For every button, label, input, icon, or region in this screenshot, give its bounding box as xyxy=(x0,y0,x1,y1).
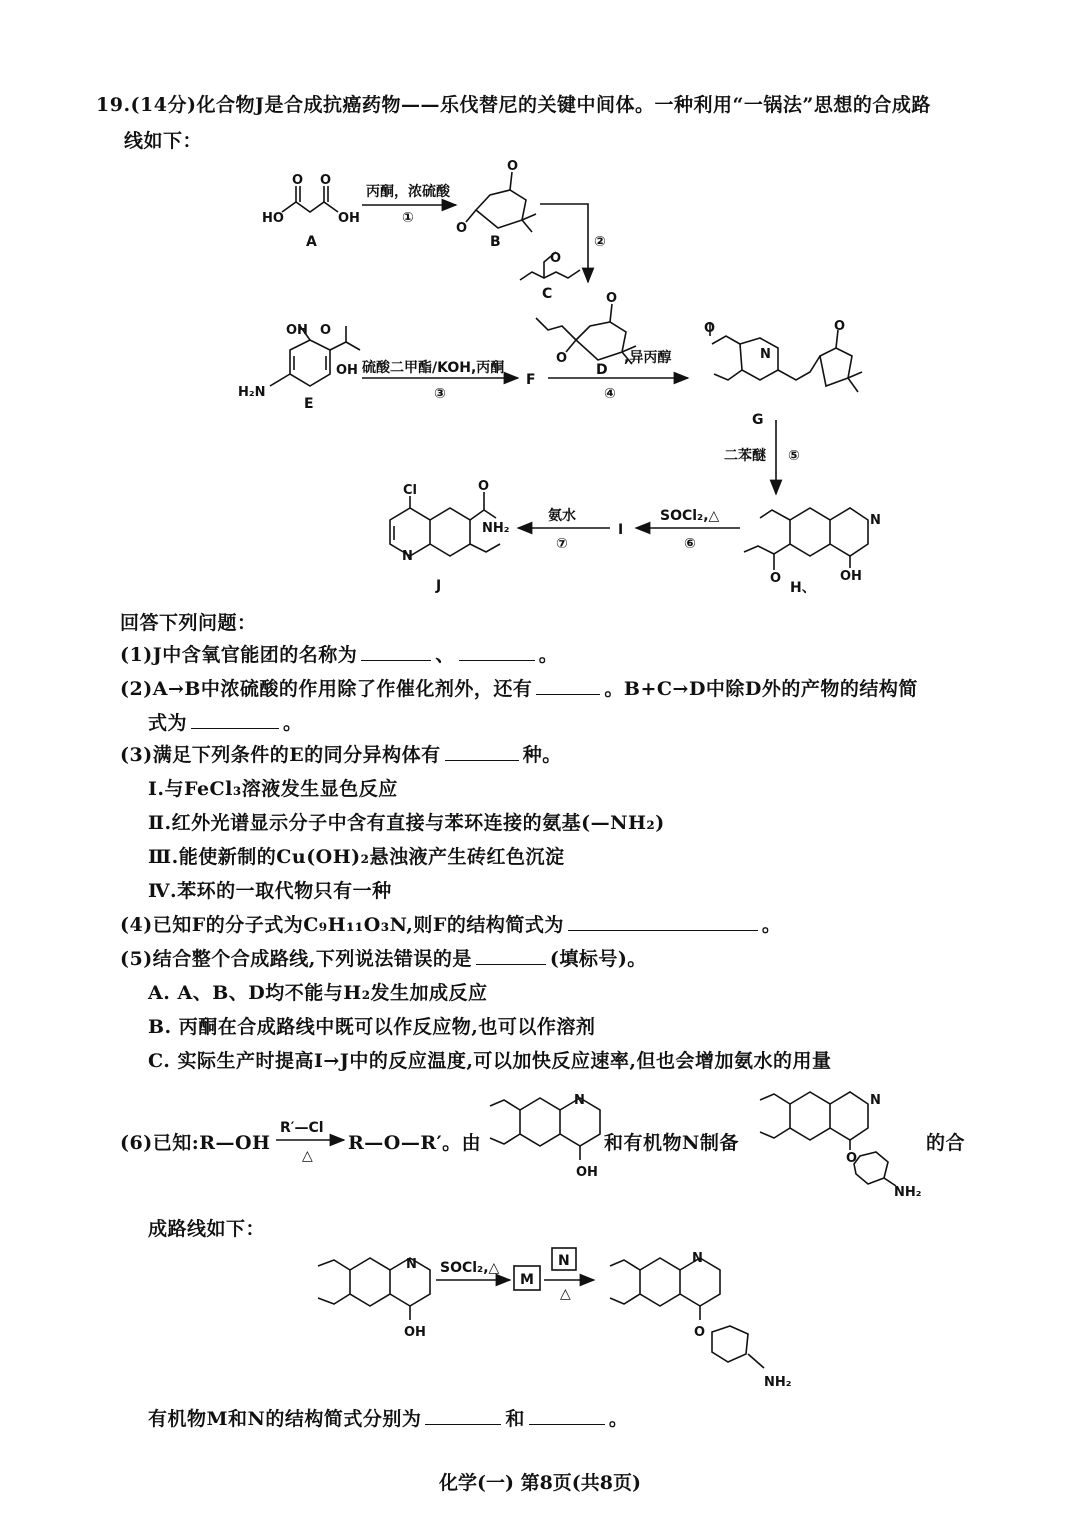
atom-g-o: O xyxy=(704,321,716,336)
atom-d-o-left: O xyxy=(556,351,568,366)
compound-d-structure xyxy=(536,304,636,364)
questions-intro: 回答下列问题： xyxy=(120,612,257,634)
compound-b-structure xyxy=(466,172,536,232)
label-j: J xyxy=(436,578,442,594)
step5-reagent: 二苯醚 xyxy=(724,448,766,464)
step4-number: ④ xyxy=(604,386,616,402)
label-h: H、 xyxy=(790,580,816,596)
answer-blank[interactable] xyxy=(459,659,535,661)
answer-blank[interactable] xyxy=(445,759,519,761)
route-delta: △ xyxy=(560,1286,571,1302)
atom-j-o: O xyxy=(478,479,490,494)
route-product-n: N xyxy=(692,1251,703,1266)
route-start-n: N xyxy=(406,1257,417,1272)
step6-reagent: SOCl₂,△ xyxy=(660,508,720,524)
q6-start-n: N xyxy=(574,1093,585,1108)
question-title-line2: 线如下： xyxy=(124,130,203,152)
question-6-final: 有机物M和N的结构简式分别为 和 。 xyxy=(148,1408,629,1430)
q6-target-nh2: NH₂ xyxy=(894,1185,922,1200)
answer-blank[interactable] xyxy=(361,659,431,661)
label-d: D xyxy=(596,362,608,378)
step4-reagent: ,异丙醇 xyxy=(624,350,672,366)
question-6-formula: R—O—R′。由 xyxy=(348,1132,482,1154)
atom-a-o2: O xyxy=(320,173,332,188)
label-b: B xyxy=(490,234,501,250)
question-6-suffix: 的合 xyxy=(926,1132,966,1154)
atom-j-nh2: NH₂ xyxy=(482,521,510,536)
question-3: (3)满足下列条件的E的同分异构体有 种。 xyxy=(120,744,562,766)
atom-e-o: O xyxy=(320,323,332,338)
question-title-line1: 19.(14分)化合物J是合成抗癌药物——乐伐替尼的关键中间体。一种利用“一锅法”思想的合成路 xyxy=(96,94,931,116)
label-e: E xyxy=(304,396,314,412)
question-6-middle: 和有机物N制备 xyxy=(604,1132,739,1154)
step7-reagent: 氨水 xyxy=(548,508,576,524)
label-a: A xyxy=(306,234,317,250)
atom-h-n: N xyxy=(870,513,881,528)
atom-g-o-top: O xyxy=(834,319,846,334)
q6-start-oh: OH xyxy=(576,1165,598,1180)
question-4: (4)已知F的分子式为C₉H₁₁O₃N,则F的结构简式为 。 xyxy=(120,914,782,936)
question-5: (5)结合整个合成路线,下列说法错误的是 (填标号)。 xyxy=(120,948,647,970)
route-product-structure xyxy=(610,1258,764,1368)
answer-blank[interactable] xyxy=(425,1423,501,1425)
atom-b-o-left: O xyxy=(456,221,468,236)
atom-j-cl: Cl xyxy=(403,483,417,498)
q6-target-n: N xyxy=(870,1093,881,1108)
question-6-prefix: (6)已知:R—OH xyxy=(120,1132,271,1154)
route-product-o: O xyxy=(694,1325,706,1340)
route-start-oh: OH xyxy=(404,1325,426,1340)
question-5-option-b: B. 丙酮在合成路线中既可以作反应物,也可以作溶剂 xyxy=(148,1016,596,1038)
answer-blank[interactable] xyxy=(568,929,758,931)
question-3-condition-i: Ⅰ.与FeCl₃溶液发生显色反应 xyxy=(148,778,398,800)
step1-reagent: 丙酮，浓硫酸 xyxy=(366,184,450,200)
step5-number: ⑤ xyxy=(788,448,800,464)
atom-a-o1: O xyxy=(292,173,304,188)
answer-blank[interactable] xyxy=(191,727,279,729)
q6-arrow-reagent: R′—Cl xyxy=(280,1120,324,1136)
step7-number: ⑦ xyxy=(556,536,568,552)
step3-number: ③ xyxy=(434,386,446,402)
atom-e-oh: OH xyxy=(286,323,308,338)
route-m-label: M xyxy=(520,1272,534,1288)
atom-h-o: O xyxy=(770,571,782,586)
step1-number: ① xyxy=(402,210,414,226)
q6-arrow-delta: △ xyxy=(302,1148,313,1164)
step2-number: ② xyxy=(594,234,606,250)
label-f: F xyxy=(526,372,536,388)
route-soc-reagent: SOCl₂,△ xyxy=(440,1260,500,1276)
question-3-condition-iv: Ⅳ.苯环的一取代物只有一种 xyxy=(148,880,392,902)
atom-d-o-top: O xyxy=(606,291,618,306)
atom-a-oh: OH xyxy=(338,211,360,226)
label-c: C xyxy=(542,286,553,302)
question-5-option-c: C. 实际生产时提高I→J中的反应温度,可以加快反应速率,但也会增加氨水的用量 xyxy=(148,1050,832,1072)
answer-blank[interactable] xyxy=(529,1423,605,1425)
atom-h-oh: OH xyxy=(840,569,862,584)
answer-blank[interactable] xyxy=(476,963,546,965)
question-2-line1: (2)A→B中浓硫酸的作用除了作催化剂外，还有 。B+C→D中除D外的产物的结构简 xyxy=(120,678,918,700)
atom-a-ho: HO xyxy=(262,211,284,226)
atom-c-o-top: O xyxy=(550,251,562,266)
label-i: I xyxy=(618,522,624,538)
atom-b-o-top: O xyxy=(507,159,519,174)
q6-target-o: O xyxy=(846,1151,858,1166)
step3-reagent: 硫酸二甲酯/KOH,丙酮 xyxy=(362,360,505,376)
question-3-condition-ii: Ⅱ.红外光谱显示分子中含有直接与苯环连接的氨基(—NH₂) xyxy=(148,812,665,834)
question-3-condition-iii: Ⅲ.能使新制的Cu(OH)₂悬浊液产生砖红色沉淀 xyxy=(148,846,565,868)
answer-blank[interactable] xyxy=(536,693,600,695)
label-g: G xyxy=(752,412,764,428)
route-n-label: N xyxy=(558,1253,570,1269)
question-1: (1)J中含氧官能团的名称为 、 。 xyxy=(120,644,559,666)
atom-g-n: N xyxy=(760,347,771,362)
route-product-nh2: NH₂ xyxy=(764,1375,792,1390)
question-5-option-a: A. A、B、D均不能与H₂发生加成反应 xyxy=(148,982,488,1004)
question-2-line2: 式为 。 xyxy=(148,712,303,734)
compound-a-structure xyxy=(282,186,338,212)
atom-e-h2n: H₂N xyxy=(238,385,266,400)
question-6-route-intro: 成路线如下： xyxy=(148,1218,266,1240)
page-footer: 化学(一) 第8页(共8页) xyxy=(438,1472,641,1494)
atom-e-oh2: OH xyxy=(336,363,358,378)
compound-h-structure xyxy=(744,508,868,570)
atom-j-n: N xyxy=(402,549,413,564)
step6-number: ⑥ xyxy=(684,536,696,552)
